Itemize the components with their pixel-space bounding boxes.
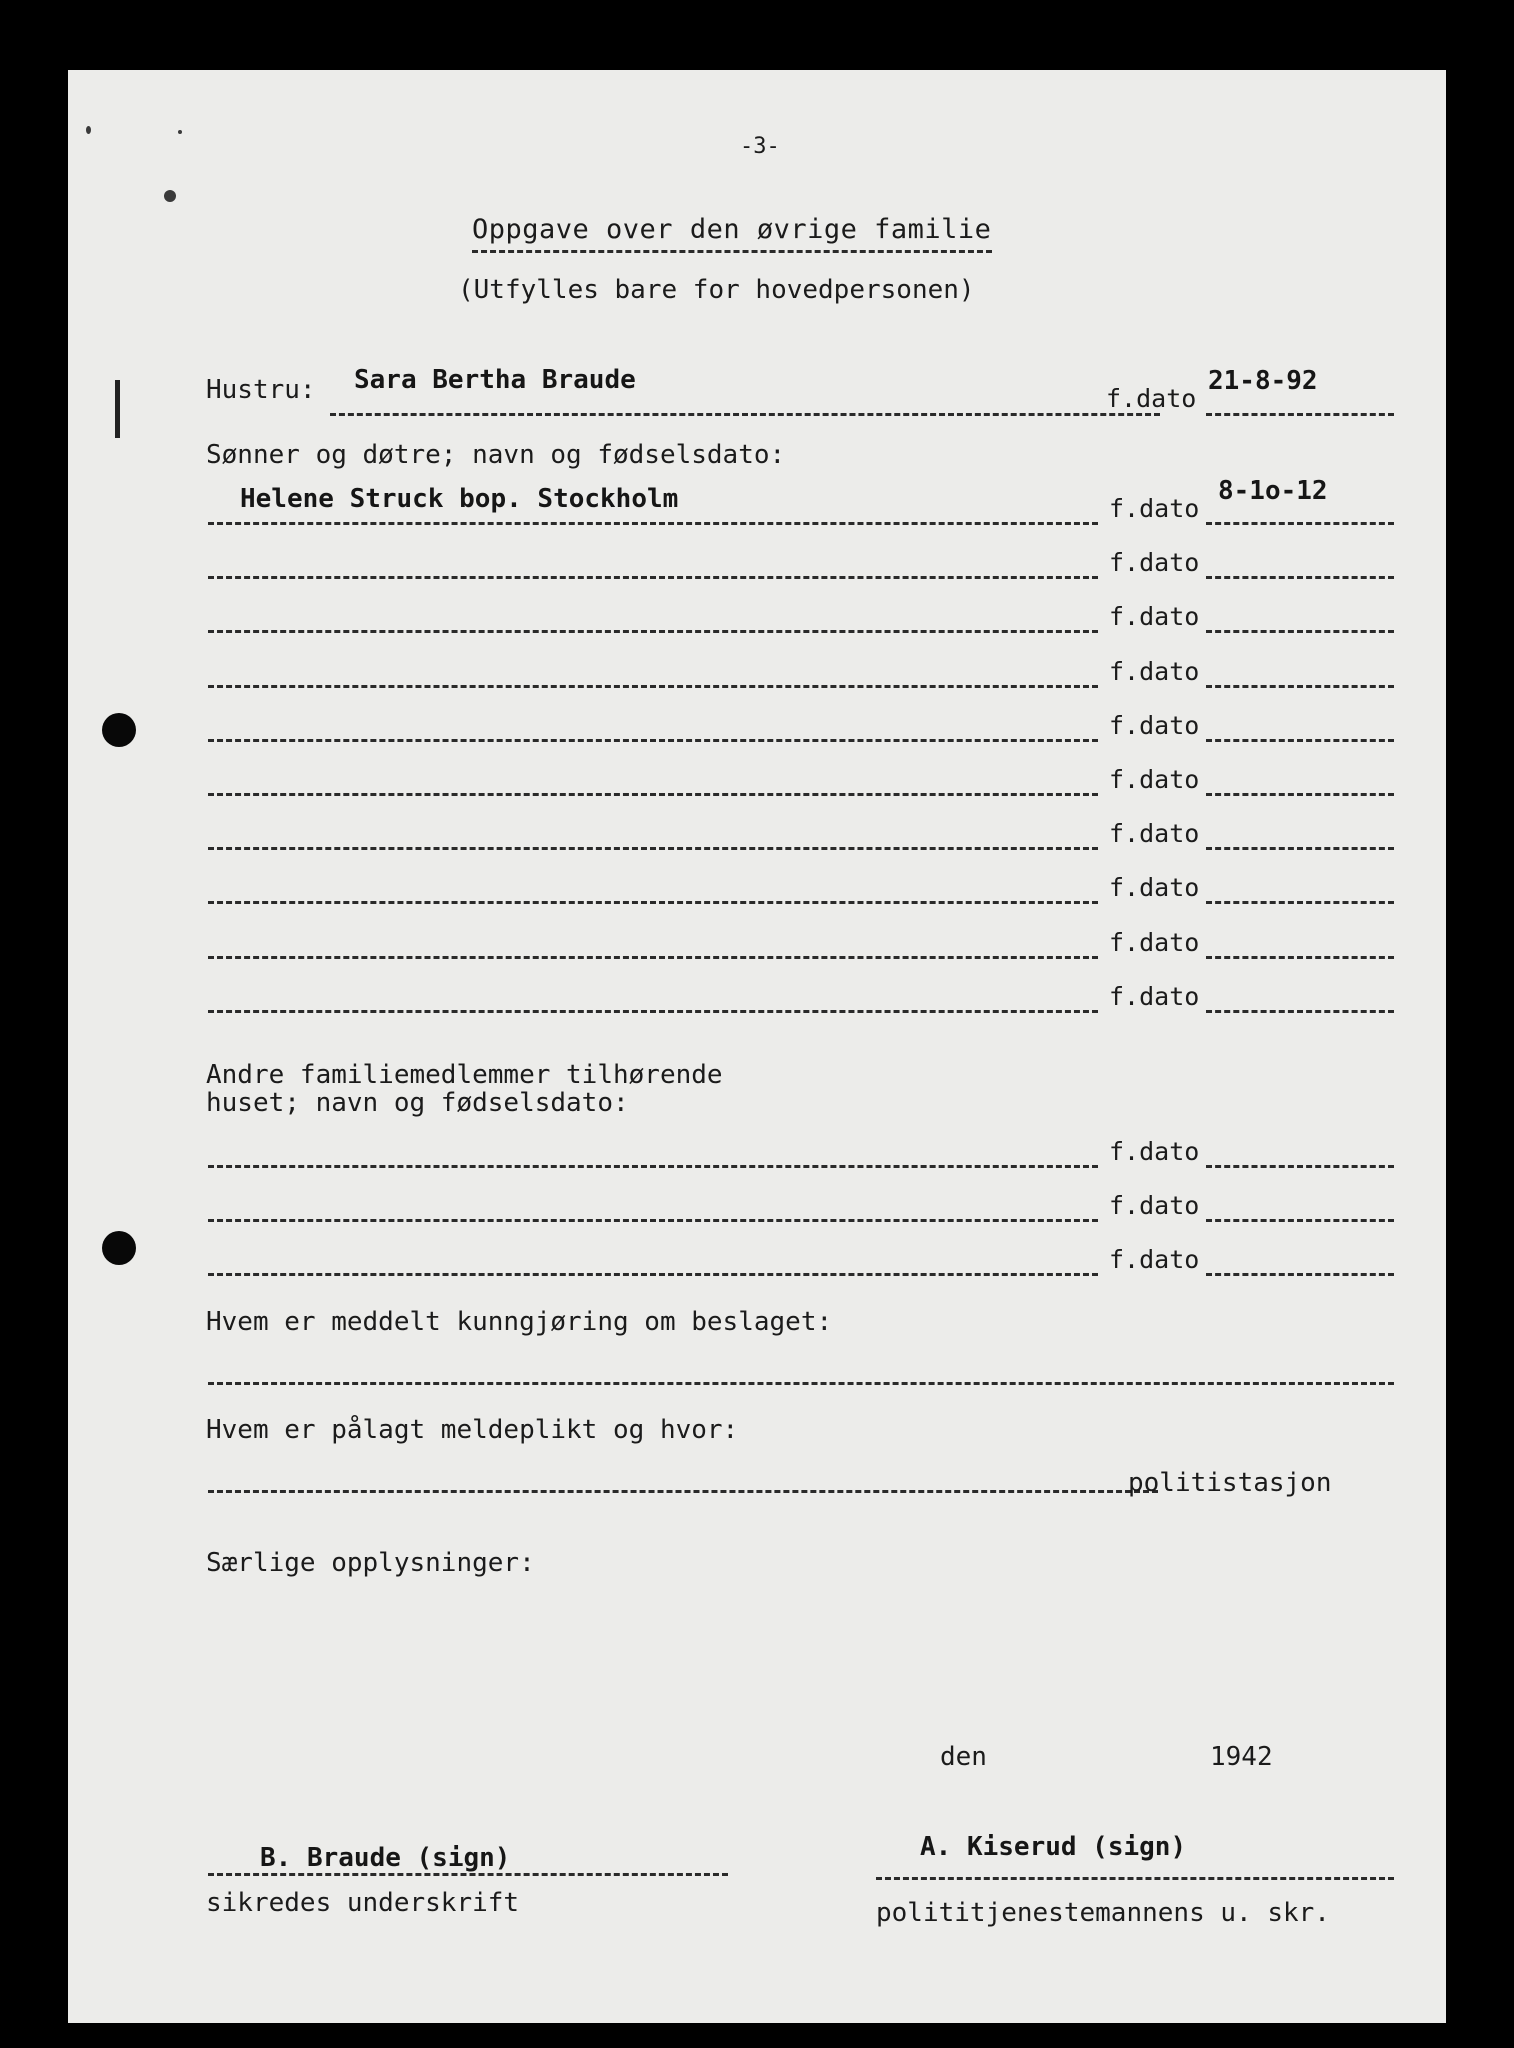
ink-speck <box>164 190 176 202</box>
row-date-label: f.dato <box>1109 927 1200 957</box>
left-signature-name: B. Braude (sign) <box>260 1843 511 1873</box>
title-underline <box>472 250 992 253</box>
notification-label: Hvem er meddelt kunngjøring om beslaget: <box>206 1307 833 1337</box>
row-name-line <box>208 1010 1098 1013</box>
notification-line <box>208 1382 1394 1385</box>
margin-mark <box>115 380 120 438</box>
row-date-line <box>1206 522 1394 525</box>
document-page <box>68 70 1446 2023</box>
form-title: Oppgave over den øvrige familie <box>472 214 992 245</box>
row-name: Helene Struck bop. Stockholm <box>240 484 679 514</box>
other-members-label-1: Andre familiemedlemmer tilhørende <box>206 1060 723 1090</box>
row-date-label: f.dato <box>1109 1137 1200 1166</box>
row-date-label: f.dato <box>1109 710 1200 740</box>
punch-hole-top <box>102 713 136 747</box>
form-subtitle: (Utfylles bare for hovedpersonen) <box>458 275 975 305</box>
row-date-line <box>1206 793 1394 796</box>
row-name-line <box>208 847 1098 850</box>
row-name-line <box>208 956 1098 959</box>
row-date-line <box>1206 901 1394 904</box>
row-date-label: f.dato <box>1109 819 1200 849</box>
row-date-label: f.dato <box>1109 873 1200 903</box>
row-date-label: f.dato <box>1109 494 1200 523</box>
row-date-label: f.dato <box>1109 981 1200 1011</box>
spouse-date-line <box>1206 413 1394 416</box>
punch-hole-bottom <box>102 1231 136 1265</box>
row-name-line <box>208 685 1098 688</box>
spouse-label: Hustru: <box>206 375 316 405</box>
dateline-year: 1942 <box>1210 1742 1273 1772</box>
row-date-label: f.dato <box>1109 548 1200 578</box>
row-date-line <box>1206 1219 1394 1222</box>
right-signature-line <box>876 1877 1394 1880</box>
spouse-name: Sara Bertha Braude <box>354 365 636 395</box>
row-date-line <box>1206 685 1394 688</box>
row-date-line <box>1206 1165 1394 1168</box>
row-name-line <box>208 522 1098 525</box>
row-name-line <box>208 739 1098 742</box>
reporting-suffix: politistasjon <box>1128 1468 1332 1498</box>
row-date-label: f.dato <box>1109 1245 1200 1274</box>
row-date-label: f.dato <box>1109 765 1200 794</box>
row-name-line <box>208 901 1098 904</box>
right-signature-caption: polititjenestemannens u. skr. <box>876 1898 1330 1928</box>
ink-speck <box>178 130 182 134</box>
left-signature-line <box>208 1873 728 1876</box>
page-number: -3- <box>740 134 780 159</box>
special-info-label: Særlige opplysninger: <box>206 1548 535 1578</box>
row-name-line <box>208 576 1098 579</box>
row-date-line <box>1206 576 1394 579</box>
row-name-line <box>208 1165 1098 1168</box>
reporting-line <box>208 1490 1158 1493</box>
row-date-line <box>1206 630 1394 633</box>
row-name-line <box>208 1219 1098 1222</box>
row-date-label: f.dato <box>1109 1191 1200 1220</box>
row-date-line <box>1206 1010 1394 1013</box>
row-name-line <box>208 793 1098 796</box>
spouse-date: 21-8-92 <box>1208 366 1318 396</box>
spouse-date-label: f.dato <box>1106 384 1197 413</box>
row-date-line <box>1206 739 1394 742</box>
dateline-den: den <box>940 1742 987 1772</box>
row-date-line <box>1206 847 1394 850</box>
other-members-label-2: huset; navn og fødselsdato: <box>206 1088 629 1118</box>
row-date-line <box>1206 956 1394 959</box>
row-date-label: f.dato <box>1109 602 1200 632</box>
row-name-line <box>208 630 1098 633</box>
row-name-line <box>208 1273 1098 1276</box>
row-date: 8-1o-12 <box>1218 476 1328 506</box>
row-date-label: f.dato <box>1109 656 1200 686</box>
spouse-name-line <box>330 413 1160 416</box>
ink-speck <box>86 126 91 134</box>
row-date-line <box>1206 1273 1394 1276</box>
reporting-label: Hvem er pålagt meldeplikt og hvor: <box>206 1415 739 1445</box>
children-label: Sønner og døtre; navn og fødselsdato: <box>206 440 786 470</box>
right-signature-name: A. Kiserud (sign) <box>920 1832 1187 1862</box>
left-signature-caption: sikredes underskrift <box>206 1888 520 1918</box>
